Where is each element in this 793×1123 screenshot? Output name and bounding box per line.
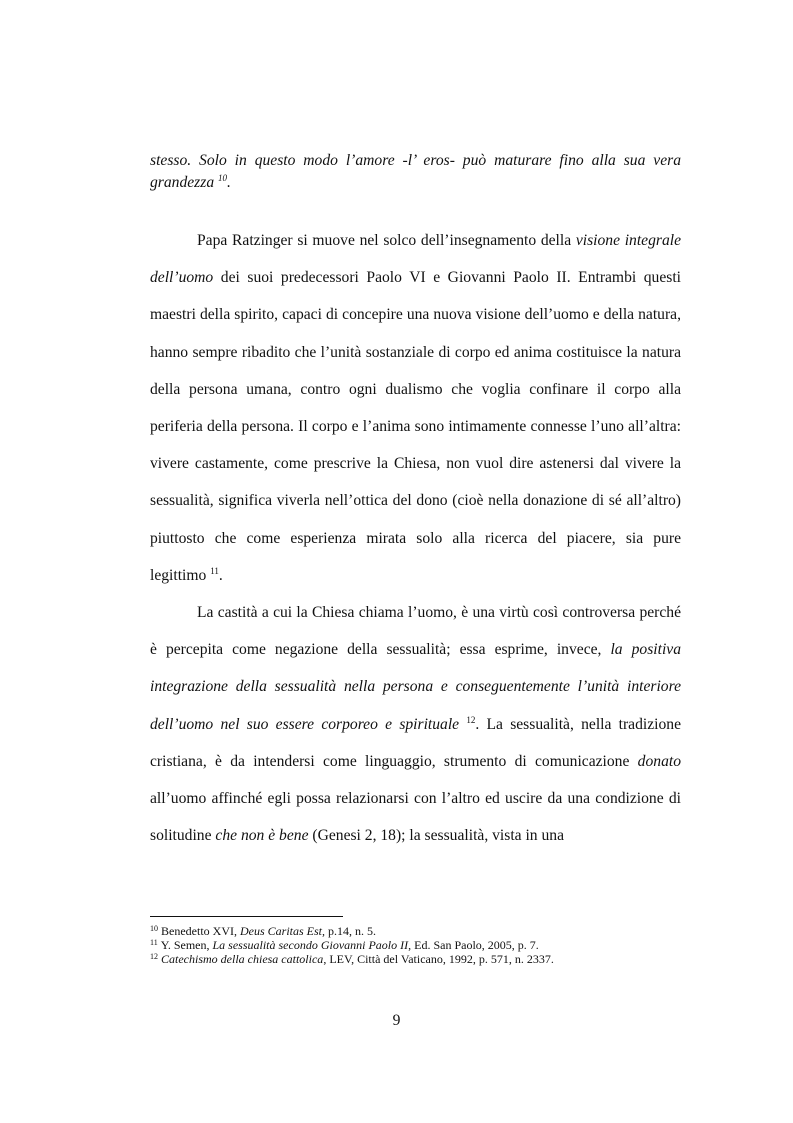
footnote-title: Deus Caritas Est, [239,924,325,938]
paragraph-2-italic-a: la positiva integrazione della sessualità nella persona e conseguentemente l’unità interiore dell’uomo nel suo essere corporeo e spirituale [150,641,681,733]
paragraph-2-italic-c: che non è bene [215,827,309,845]
quote-period: . [227,174,231,191]
footnote-10 [150,924,690,938]
paragraph-2-text-a: La castità a cui la Chiesa chiama l’uomo, è una virtù così controversa perché è percepita come negazione della sessualità; essa esprime, invece, [150,604,681,659]
paragraph-2-text-c: all’uomo affinché egli possa relazionarsi con l’altro ed uscire da una condizione di solitudine [150,790,681,845]
paragraph-1-end: . [218,566,223,584]
paragraph-2-italic-b: donato [637,752,681,770]
footnote-title: La sessualità secondo Giovanni Paolo II [212,938,409,952]
footnote-text: , Ed. San Paolo, 2005, p. 7. [408,938,539,952]
footnote-separator [150,916,343,917]
footnote-ref-11: 11 [210,565,219,576]
paragraph-1 [150,222,681,594]
footnote-ref-10: 10 [218,173,228,183]
footnote-title: Catechismo della chiesa cattolica [161,952,324,966]
quote-continuation [150,150,681,194]
footnote-text: Y. Semen, [160,938,213,952]
quote-text: stesso. Solo in questo modo l’amore -l’ eros- può maturare fino alla sua vera grandezza [150,152,681,191]
footnote-ref-12: 12 [466,714,476,725]
paragraph-2 [150,594,681,854]
page-number: 9 [392,1012,401,1029]
footnote-number: 11 [150,938,158,947]
paragraph-1-text-b: dei suoi predecessori Paolo VI e Giovanni Paolo II. Entrambi questi maestri della spirito, capaci di concepire una nuova visione dell’uomo e della natura, hanno sempre ribadito che l’unità sostanziale di corpo ed anima costituisce la natura della persona umana, contro ogni dualismo che voglia confinare il corpo alla periferia della persona. Il corpo e l’anima sono intimamente connesse l’uno all’altra: vivere castamente, come prescrive la Chiesa, non vuol dire astenersi dal vivere la sessualità, significa viverla nell’ottica del dono (cioè nella donazione di sé all’altro) piuttosto che come esperienza mirata solo alla ricerca del piacere, sia pure legittimo [150,269,681,584]
footnote-11 [150,938,690,952]
paragraph-1-italic-a: visione integrale dell’uomo [150,232,681,287]
footnote-text: p.14, n. 5. [325,924,376,938]
footnotes [150,924,690,966]
footnote-text: , LEV, Città del Vaticano, 1992, p. 571, n. 2337. [323,952,554,966]
footnote-12 [150,952,690,966]
paragraph-2-text-b: . La sessualità, nella tradizione cristiana, è da intendersi come linguaggio, strumento di comunicazione [150,715,682,770]
footnote-number: 10 [150,924,158,933]
main-text [150,222,681,854]
paragraph-1-text-a: Papa Ratzinger si muove nel solco dell’insegnamento della [197,232,576,249]
paragraph-2-text-d: (Genesi 2, 18); la sessualità, vista in una [308,827,565,845]
footnote-number: 12 [150,952,158,961]
footnote-text: Benedetto XVI, [161,924,240,938]
